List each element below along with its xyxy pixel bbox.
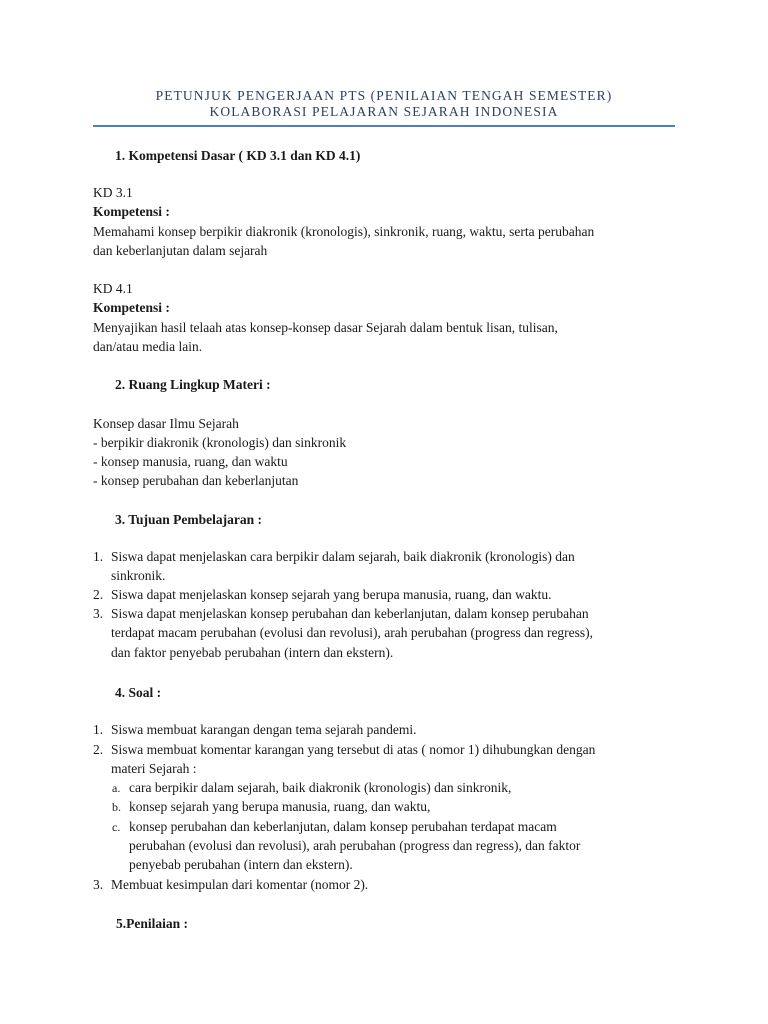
- list-number: 2.: [93, 587, 104, 602]
- sublist-letter: b.: [112, 800, 121, 814]
- kd31-text: dan keberlanjutan dalam sejarah: [93, 243, 268, 258]
- list-item: - konsep manusia, ruang, dan waktu: [93, 454, 288, 469]
- kd41-label: KD 4.1: [93, 281, 133, 296]
- kd41-kompetensi-label: Kompetensi :: [93, 300, 170, 315]
- list-number: 2.: [93, 742, 104, 757]
- list-item: dan faktor penyebab perubahan (intern dan ekstern).: [111, 645, 394, 660]
- list-item: Membuat kesimpulan dari komentar (nomor 2).: [111, 877, 369, 892]
- sublist-letter: a.: [112, 781, 121, 795]
- document-title-line1: PETUNJUK PENGERJAAN PTS (PENILAIAN TENGAH SEMESTER): [155, 88, 613, 103]
- list-item: Siswa membuat karangan dengan tema sejarah pandemi.: [111, 722, 417, 737]
- list-item: Siswa membuat komentar karangan yang tersebut di atas ( nomor 1) dihubungkan dengan: [111, 742, 596, 757]
- section-heading-penilaian: 5.Penilaian :: [116, 916, 189, 931]
- list-number: 3.: [93, 606, 104, 621]
- kd31-kompetensi-label: Kompetensi :: [93, 204, 170, 219]
- sublist-item: cara berpikir dalam sejarah, baik diakronik (kronologis) dan sinkronik,: [129, 780, 512, 795]
- kd41-text: dan/atau media lain.: [93, 339, 203, 354]
- list-item: Siswa dapat menjelaskan cara berpikir dalam sejarah, baik diakronik (kronologis) dan: [111, 549, 575, 564]
- section-heading-ruang-lingkup: 2. Ruang Lingkup Materi :: [115, 377, 271, 392]
- list-item: materi Sejarah :: [111, 761, 197, 776]
- section-heading-kompetensi: 1. Kompetensi Dasar ( KD 3.1 dan KD 4.1): [115, 148, 361, 163]
- list-number: 1.: [93, 549, 104, 564]
- list-item: Siswa dapat menjelaskan konsep perubahan dan keberlanjutan, dalam konsep perubahan: [111, 606, 589, 621]
- list-item: Siswa dapat menjelaskan konsep sejarah yang berupa manusia, ruang, dan waktu.: [111, 587, 552, 602]
- list-number: 3.: [93, 877, 104, 892]
- kd41-text: Menyajikan hasil telaah atas konsep-konsep dasar Sejarah dalam bentuk lisan, tulisan,: [93, 320, 558, 335]
- kd31-text: Memahami konsep berpikir diakronik (kronologis), sinkronik, ruang, waktu, serta perubahan: [93, 224, 595, 239]
- document-title-line2: KOLABORASI PELAJARAN SEJARAH INDONESIA: [209, 104, 559, 119]
- sublist-letter: c.: [112, 820, 121, 834]
- materi-intro: Konsep dasar Ilmu Sejarah: [93, 416, 239, 431]
- title-divider: [93, 125, 675, 127]
- kd31-label: KD 3.1: [93, 185, 133, 200]
- sublist-item: konsep perubahan dan keberlanjutan, dalam konsep perubahan terdapat macam: [129, 819, 557, 834]
- list-item: - berpikir diakronik (kronologis) dan sinkronik: [93, 435, 347, 450]
- list-item: - konsep perubahan dan keberlanjutan: [93, 473, 299, 488]
- section-heading-tujuan: 3. Tujuan Pembelajaran :: [115, 512, 263, 527]
- list-item: sinkronik.: [111, 568, 166, 583]
- sublist-item: konsep sejarah yang berupa manusia, ruang, dan waktu,: [129, 799, 431, 814]
- sublist-item: penyebab perubahan (intern dan ekstern).: [129, 857, 353, 872]
- list-item: terdapat macam perubahan (evolusi dan revolusi), arah perubahan (progress dan regress),: [111, 625, 594, 640]
- sublist-item: perubahan (evolusi dan revolusi), arah perubahan (progress dan regress), dan faktor: [129, 838, 581, 853]
- section-heading-soal: 4. Soal :: [115, 685, 162, 700]
- list-number: 1.: [93, 722, 104, 737]
